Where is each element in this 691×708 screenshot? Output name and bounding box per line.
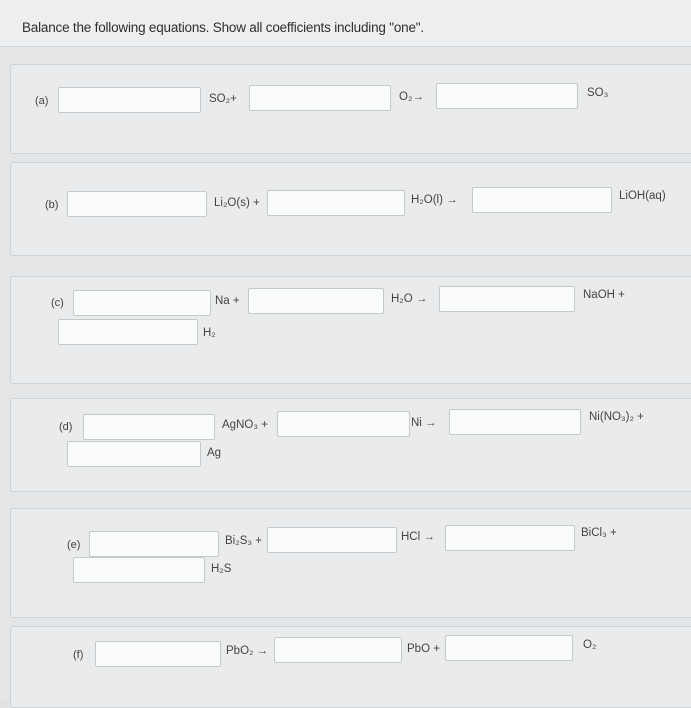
- chem-term: NaOH +: [583, 289, 625, 301]
- equation-panel-c: [10, 276, 691, 384]
- coefficient-input-1[interactable]: [58, 87, 201, 113]
- coefficient-input-2[interactable]: [277, 411, 410, 437]
- coefficient-input-2[interactable]: [249, 85, 391, 111]
- chem-term: SO₂+: [209, 93, 237, 105]
- chem-term: Ni(NO₃)₂ +: [589, 411, 644, 423]
- equation-label: (d): [59, 421, 73, 433]
- coefficient-input-1[interactable]: [89, 531, 219, 557]
- chem-term: PbO +: [407, 643, 440, 655]
- coefficient-input-1[interactable]: [73, 290, 211, 316]
- coefficient-input-4[interactable]: [73, 557, 205, 583]
- chem-term: Bi₂S₃ +: [225, 535, 262, 547]
- chem-term: Li₂O(s) +: [214, 197, 260, 209]
- chem-term: LiOH(aq): [619, 190, 666, 202]
- equation-panel-f: [10, 626, 691, 708]
- equation-panel-b: [10, 162, 691, 256]
- coefficient-input-2[interactable]: [267, 527, 397, 553]
- coefficient-input-3[interactable]: [445, 525, 575, 551]
- chem-term: Na +: [215, 295, 240, 307]
- equation-label: (f): [73, 649, 84, 661]
- coefficient-input-2[interactable]: [274, 637, 402, 663]
- equation-label: (b): [45, 199, 59, 211]
- coefficient-input-2[interactable]: [248, 288, 384, 314]
- chem-term: H₂O(l) →: [411, 194, 458, 206]
- equation-panel-d: [10, 398, 691, 492]
- equation-label: (e): [67, 539, 81, 551]
- coefficient-input-4[interactable]: [67, 441, 201, 467]
- chem-term: Ni →: [411, 417, 437, 429]
- chem-term: Ag: [207, 447, 222, 459]
- coefficient-input-3[interactable]: [439, 286, 575, 312]
- chem-term: BiCl₃ +: [581, 527, 617, 539]
- instructions-text: Balance the following equations. Show all coefficients including "one".: [22, 20, 424, 35]
- coefficient-input-1[interactable]: [67, 191, 207, 217]
- equation-label: (a): [35, 95, 49, 107]
- chem-term: H₂O →: [391, 293, 428, 305]
- equation-panel-e: [10, 508, 691, 618]
- coefficient-input-3[interactable]: [472, 187, 612, 213]
- coefficient-input-3[interactable]: [436, 83, 578, 109]
- chem-term: PbO₂ →: [226, 645, 269, 657]
- coefficient-input-3[interactable]: [445, 635, 573, 661]
- chem-term: H₂: [203, 327, 216, 339]
- coefficient-input-4[interactable]: [58, 319, 198, 345]
- question-header: [0, 0, 691, 47]
- chem-term: H₂S: [211, 563, 232, 575]
- equation-panel-a: [10, 64, 691, 154]
- coefficient-input-1[interactable]: [95, 641, 221, 667]
- chem-term: SO₃: [587, 87, 609, 99]
- chem-term: HCl →: [401, 531, 435, 543]
- chem-term: AgNO₃ +: [222, 419, 268, 431]
- chem-term: O₂: [583, 639, 597, 651]
- coefficient-input-3[interactable]: [449, 409, 581, 435]
- chem-term: O₂→: [399, 91, 424, 103]
- coefficient-input-1[interactable]: [83, 414, 215, 440]
- equation-label: (c): [51, 297, 64, 309]
- coefficient-input-2[interactable]: [267, 190, 405, 216]
